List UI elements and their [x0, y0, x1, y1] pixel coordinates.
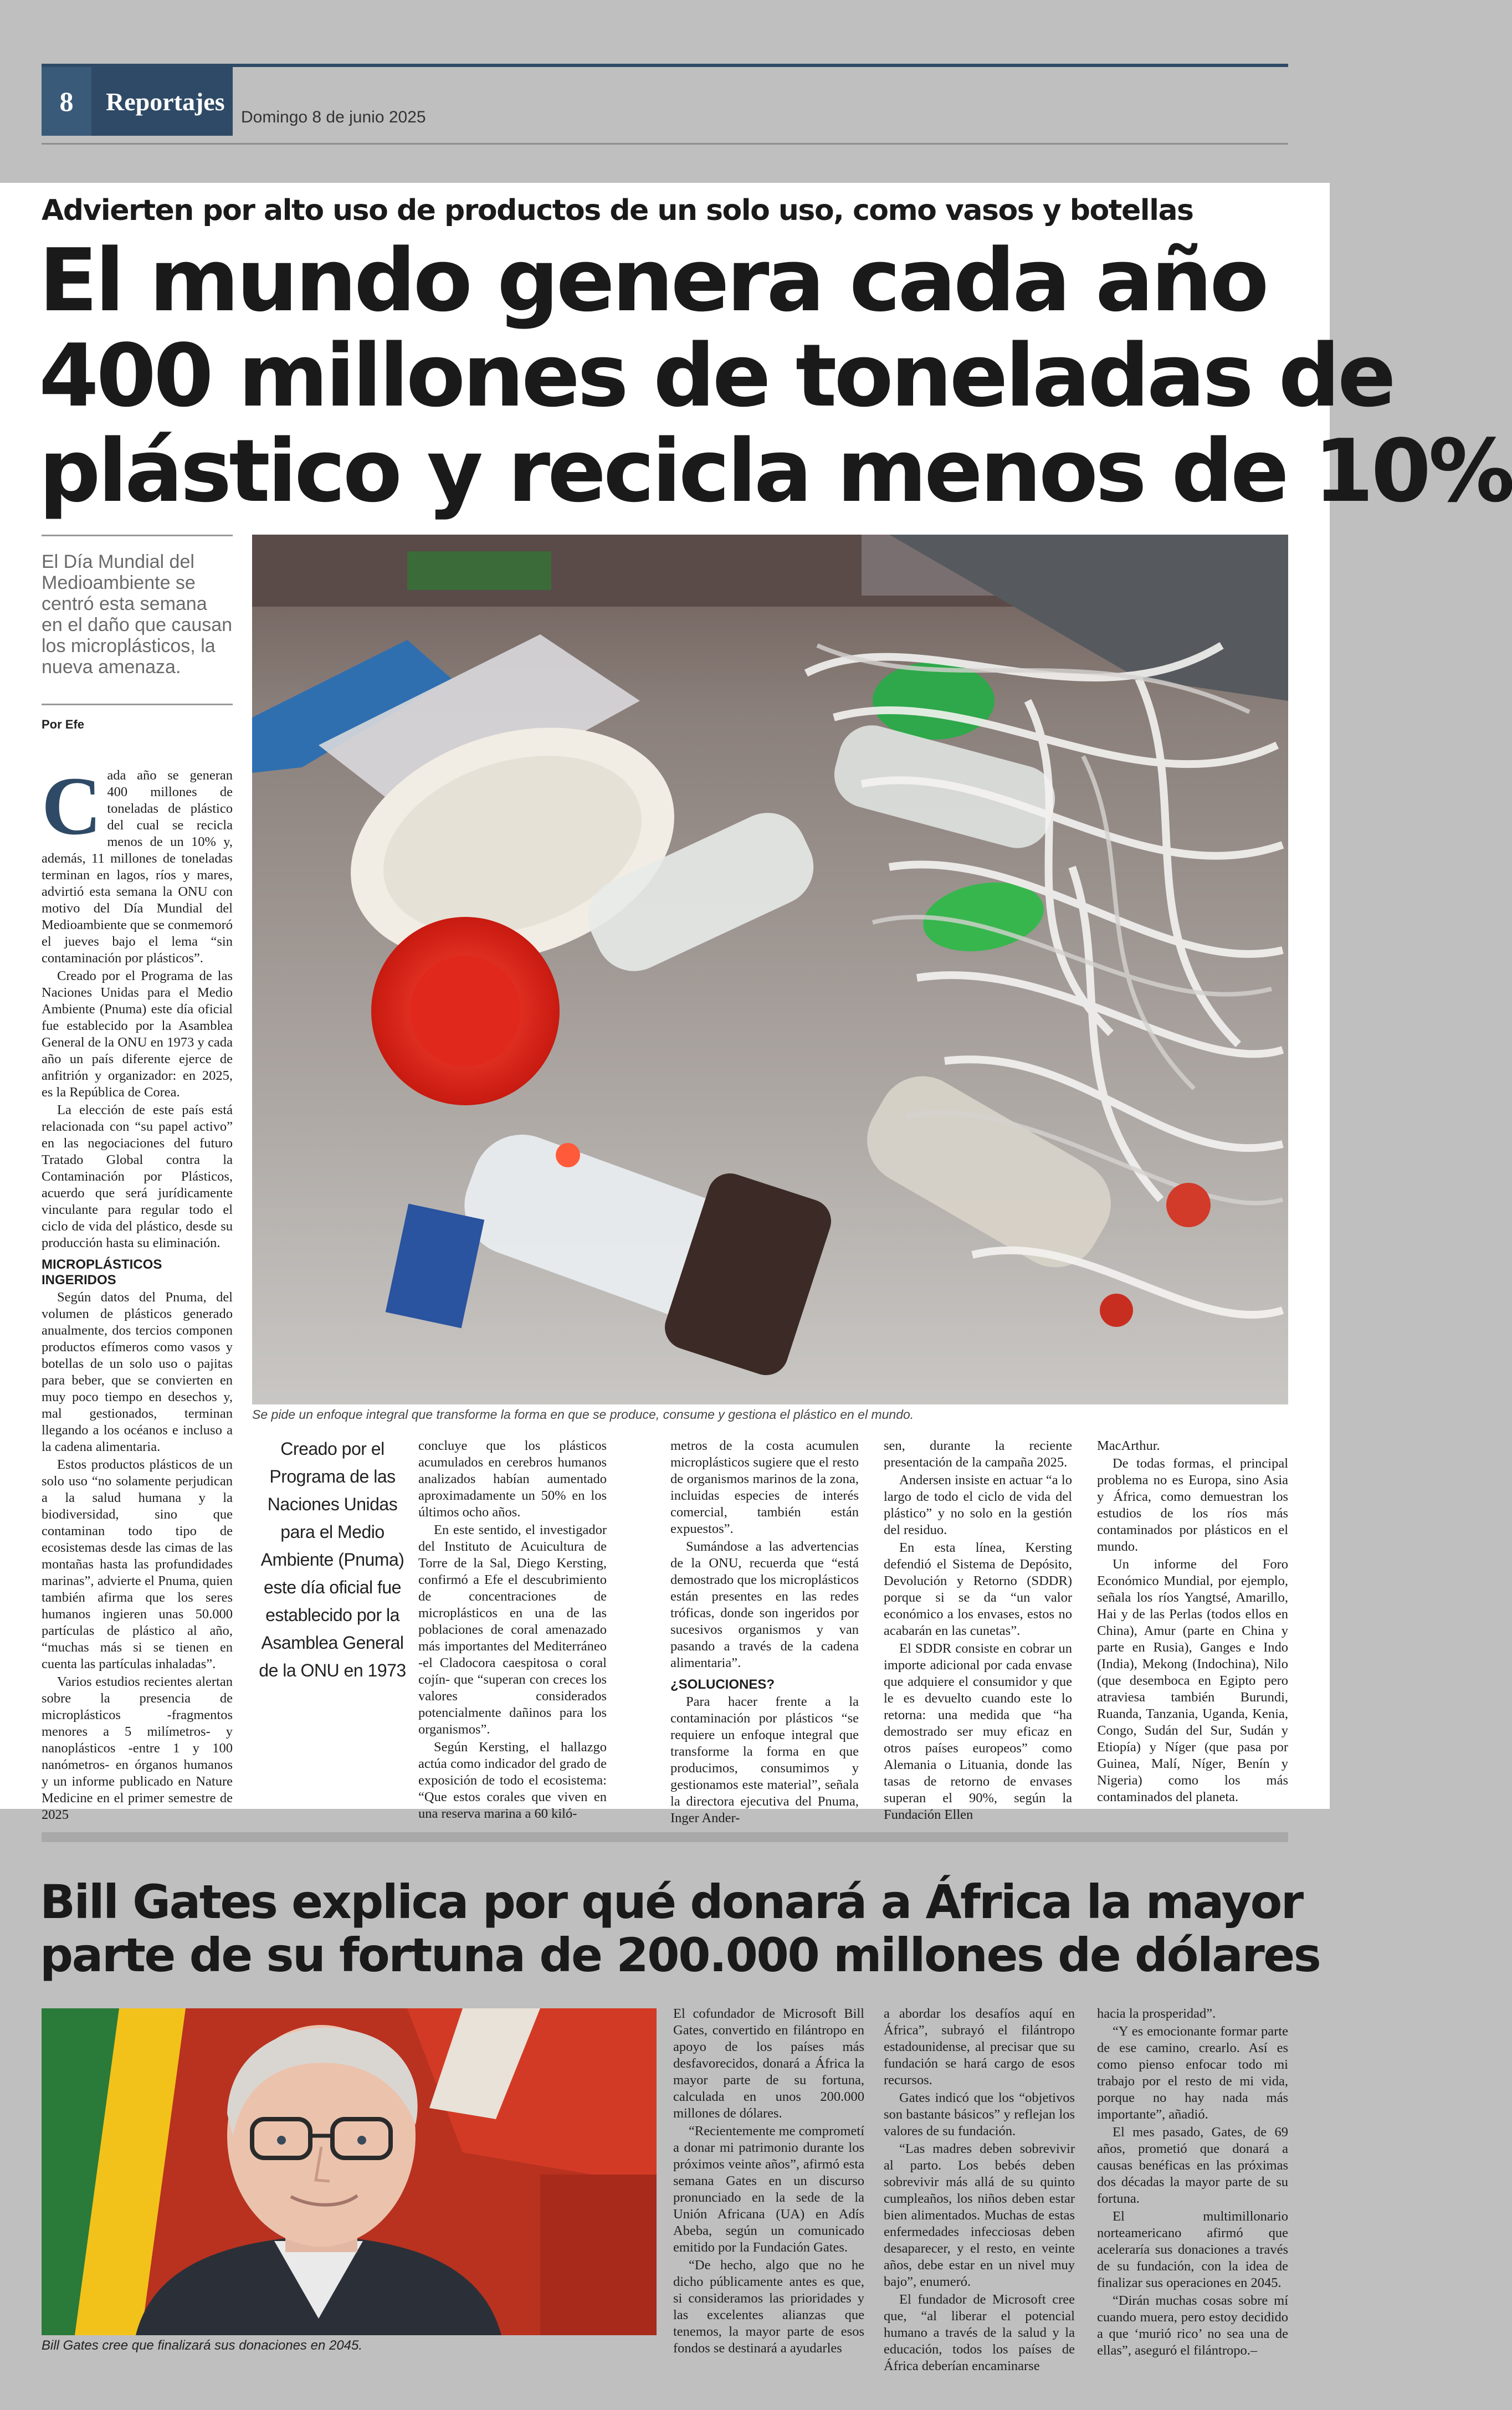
pull-quote: Creado por el Programa de las Naciones Unidas para el Medio Ambiente (Pnuma) este día oficial fue establecido por la Asamblea General de la ONU en 1973 — [259, 1439, 406, 1680]
paragraph: De todas formas, el principal problema no es Europa, sino Asia y África, como demuestran los estudios de los ríos más contaminados por plásticos en el mundo. — [1097, 1456, 1288, 1554]
paragraph: “Las madres deben sobrevivir al parto. Los bebés deben sobrevivir más allá de su quinto cumpleaños, los niños deben estar bien alimentados. Muchas de estas enfermedades infecciosas deben desaparecer, y el resto, en veinte años, debe estar en un nivel muy bajo”, enumeró. — [884, 2141, 1075, 2289]
paragraph: Un informe del Foro Económico Mundial, por ejemplo, señala los ríos Yangtsé, Amarillo, Hai y de las Perlas (todos ellos en China), Amur (parte en China y parte en Rusia), Ganges e Indo (India), Mekong (Indochina), Nilo (que desemboca en Egipto pero atraviesa también Burundi, Ruanda, Tanzania, Uganda, Kenia, Congo, Sudán del Sur, Sudán y Etiopía) y Níger (que pasa por Guinea, Malí, Níger, Benín y Nigeria) como los más contaminados del planeta. — [1097, 1557, 1288, 1804]
paragraph: “Y es emocionante formar parte de ese camino, crearlo. Así es como pienso enfocar todo mi trabajo por el resto de mi vida, porque no hay nada más importante”, añadió. — [1097, 2024, 1288, 2122]
header-bottom-rule — [42, 143, 1288, 145]
paragraph: Sumándose a las advertencias de la ONU, recuerda que “está demostrado que los microplásticos están presentes en las redes tróficas, donde son ingeridos por sucesivos organismos y van pasando a través de la cadena alimentaria”. — [670, 1539, 859, 1670]
subheading: MICROPLÁSTICOS INGERIDOS — [42, 1257, 162, 1288]
paragraph: “Dirán muchas cosas sobre mí cuando muera, pero estoy decidido a que ‘murió rico’ no sea una de ellas”, aseguró el filántropo.– — [1097, 2293, 1288, 2358]
paragraph: Según datos del Pnuma, del volumen de plásticos generado anualmente, dos tercios componen productos efímeros como vasos y botellas de un solo uso o pajitas para beber, que se convierten en muy poco tiempo en desechos y, mal gestionados, terminan llegando a los océanos e incluso a la cadena alimentaria. — [42, 1290, 233, 1454]
section-name: Reportajes — [106, 87, 225, 116]
headline-line: 400 millones de toneladas de — [39, 325, 1393, 426]
paragraph: “De hecho, algo que no he dicho públicamente antes es que, si consideramos las prioridades y las excelentes alianzas que tenemos, la mayor parte de esos fondos se destinará a ayudarles — [673, 2258, 864, 2356]
article-column-5 — [1097, 1438, 1288, 1807]
lede-bottom-rule — [42, 704, 233, 705]
photo-caption: Se pide un enfoque integral que transforme la forma en que se produce, consume y gestiona el plástico en el mundo. — [252, 1407, 914, 1422]
article-lede: El Día Mundial del Medioambiente se centró esta semana en el daño que causan los microplásticos, la nueva amenaza. — [42, 551, 233, 678]
article2-headline — [40, 1875, 1320, 1982]
paragraph: Varios estudios recientes alertan sobre la presencia de microplásticos -fragmentos menores a 5 milímetros- y nanoplásticos -entre 1 y 100 nanómetros- en órganos humanos y un informe publicado en Nature Medicine en el primer semestre de 2025 — [42, 1674, 233, 1822]
article-column-1 — [42, 760, 233, 1824]
paragraph: La elección de este país está relacionada con “su papel activo” en las negociaciones del futuro Tratado Global contra la Contaminación por Plásticos, acuerdo que será jurídicamente vinculante para regular todo el ciclo de vida del plástico, desde su producción hasta su eliminación. — [42, 1103, 233, 1250]
bill-gates-photo — [42, 2008, 657, 2335]
headline-line: plástico y recicla menos de 10% — [39, 421, 1512, 521]
article2-column-3 — [1097, 2006, 1288, 2360]
paragraph: hacia la prosperidad”. — [1097, 2006, 1216, 2021]
article2-column-1 — [673, 2006, 864, 2358]
subheading: ¿SOLUCIONES? — [670, 1677, 775, 1692]
paragraph: MacArthur. — [1097, 1438, 1160, 1453]
paragraph: Según Kersting, el hallazgo actúa como indicador del grado de exposición de todo el ecosistema: “Que estos corales que viven en una reserva marina a 60 kiló- — [418, 1740, 607, 1821]
paragraph: El fundador de Microsoft cree que, “al liberar el potencial humano a través de la salud y la educación, todos los países de África deberían encaminarse — [884, 2292, 1075, 2373]
plastic-waste-illustration — [252, 535, 1288, 1404]
article-column-4 — [884, 1438, 1072, 1824]
paragraph: El multimillonario norteamericano afirmó que aceleraría sus donaciones a través de su fundación, con la idea de finalizar sus operaciones en 2045. — [1097, 2209, 1288, 2290]
page-number: 8 — [42, 67, 91, 136]
headline-line: Bill Gates explica por qué donará a África la mayor — [40, 1875, 1303, 1929]
bill-gates-portrait — [42, 2008, 657, 2335]
plastic-waste-photo — [252, 535, 1288, 1404]
paragraph: Estos productos plásticos de un solo uso “no solamente perjudican a la salud humana y la biodiversidad, sino que contaminan todo tipo de ecosistemas desde las cimas de las montañas hasta las profundidades marinas”, advierte el Pnuma, quien también afirma que los seres humanos ingieren unas 50.000 partículas de plástico al año, “muchas más si se tienen en cuenta las partículas inhaladas”. — [42, 1457, 233, 1671]
section-header — [42, 67, 233, 136]
paragraph: El cofundador de Microsoft Bill Gates, convertido en filántropo en apoyo de los países más desfavorecidos, donará a África la mayor parte de su fortuna, calculada en unos 200.000 millones de dólares. — [673, 2006, 864, 2121]
paragraph: “Recientemente me comprometí a donar mi patrimonio durante los próximos veinte años”, afirmó esta semana Gates en un discurso pronunciado en la sede de la Unión Africana (UA) en Adís Abeba, según un comunicado emitido por la Fundación Gates. — [673, 2124, 865, 2255]
byline: Por Efe — [42, 717, 85, 731]
article-column-2 — [418, 1438, 607, 1823]
story-separator — [42, 1832, 1288, 1842]
article-headline — [39, 230, 1512, 521]
article2-column-2 — [884, 2006, 1075, 2376]
paragraph: sen, durante la reciente presentación de la campaña 2025. — [884, 1438, 1072, 1470]
paragraph: Gates indicó que los “objetivos son bastante básicos” y reflejan los valores de su fundación. — [884, 2090, 1075, 2139]
paragraph: El SDDR consiste en cobrar un importe adicional por cada envase que adquiere el consumidor y que le es devuelto cuando este lo retorna: una medida que “ha demostrado ser muy eficaz en otros países europeos” como Alemania o Lituania, donde las tasas de retorno de envases superan el 90%, según la Fundación Ellen — [884, 1641, 1072, 1822]
paragraph: En esta línea, Kersting defendió el Sistema de Depósito, Devolución y Retorno (SDDR) porque si se da “un valor económico a los envases, estos no acabarán en las cunetas”. — [884, 1540, 1072, 1638]
paragraph: En este sentido, el investigador del Instituto de Acuicultura de Torre de la Sal, Diego Kersting, confirmó a Efe el descubrimiento de concentraciones de microplásticos en una de las poblaciones de coral amenazado más importantes del Mediterráneo -el Cladocora caespitosa o coral cojín- que “superan con creces los valores considerados potencialmente dañinos para los organismos”. — [418, 1522, 607, 1737]
headline-line: parte de su fortuna de 200.000 millones de dólares — [40, 1928, 1320, 1982]
photo2-caption: Bill Gates cree que finalizará sus donaciones en 2045. — [42, 2338, 363, 2353]
dropcap: C — [42, 760, 102, 852]
lede-top-rule — [42, 535, 233, 536]
paragraph: a abordar los desafíos aquí en África”, subrayó el filántropo estadounidense, al precisar que su fundación se hará cargo de esos recursos. — [884, 2006, 1075, 2088]
article-kicker: Advierten por alto uso de productos de un solo uso, como vasos y botellas — [42, 194, 1193, 227]
paragraph: concluye que los plásticos acumulados en cerebros humanos analizados habían aumentado aproximadamente un 50% en los últimos ocho años. — [418, 1438, 607, 1520]
paragraph: El mes pasado, Gates, de 69 años, prometió que donará a causas benéficas en las próximas dos décadas la mayor parte de su fortuna. — [1097, 2125, 1288, 2206]
headline-line: El mundo genera cada año — [39, 230, 1267, 331]
paragraph: Andersen insiste en actuar “a lo largo de todo el ciclo de vida del plástico” y no solo en la gestión del residuo. — [884, 1473, 1072, 1537]
paragraph: ada año se generan 400 millones de toneladas de plástico del cual se recicla menos de un 10% y, además, 11 millones de toneladas terminan en lagos, ríos y mares, advirtió esta semana la ONU con motivo del Día Mundial del Medioambiente que se conmemoró el jueves bajo el lema “sin contaminación por plásticos”. — [42, 768, 233, 966]
issue-date: Domingo 8 de junio 2025 — [241, 108, 426, 126]
paragraph: Creado por el Programa de las Naciones Unidas para el Medio Ambiente (Pnuma) este día oficial fue establecido por la Asamblea General de la ONU en 1973 y cada año un país diferente ejerce de anfitrión y organizador: en 2025, es la República de Corea. — [42, 968, 233, 1100]
paragraph: metros de la costa acumulen microplásticos sugiere que el resto de organismos marinos de la zona, incluidas especies de interés comercial, también están expuestos”. — [670, 1438, 859, 1536]
paragraph: Para hacer frente a la contaminación por plásticos “se requiere un enfoque integral que transforme la forma en que producimos, consumimos y gestionamos este material”, señala la directora ejecutiva del Pnuma, Inger Ander- — [670, 1694, 859, 1826]
article-column-3 — [670, 1438, 859, 1828]
